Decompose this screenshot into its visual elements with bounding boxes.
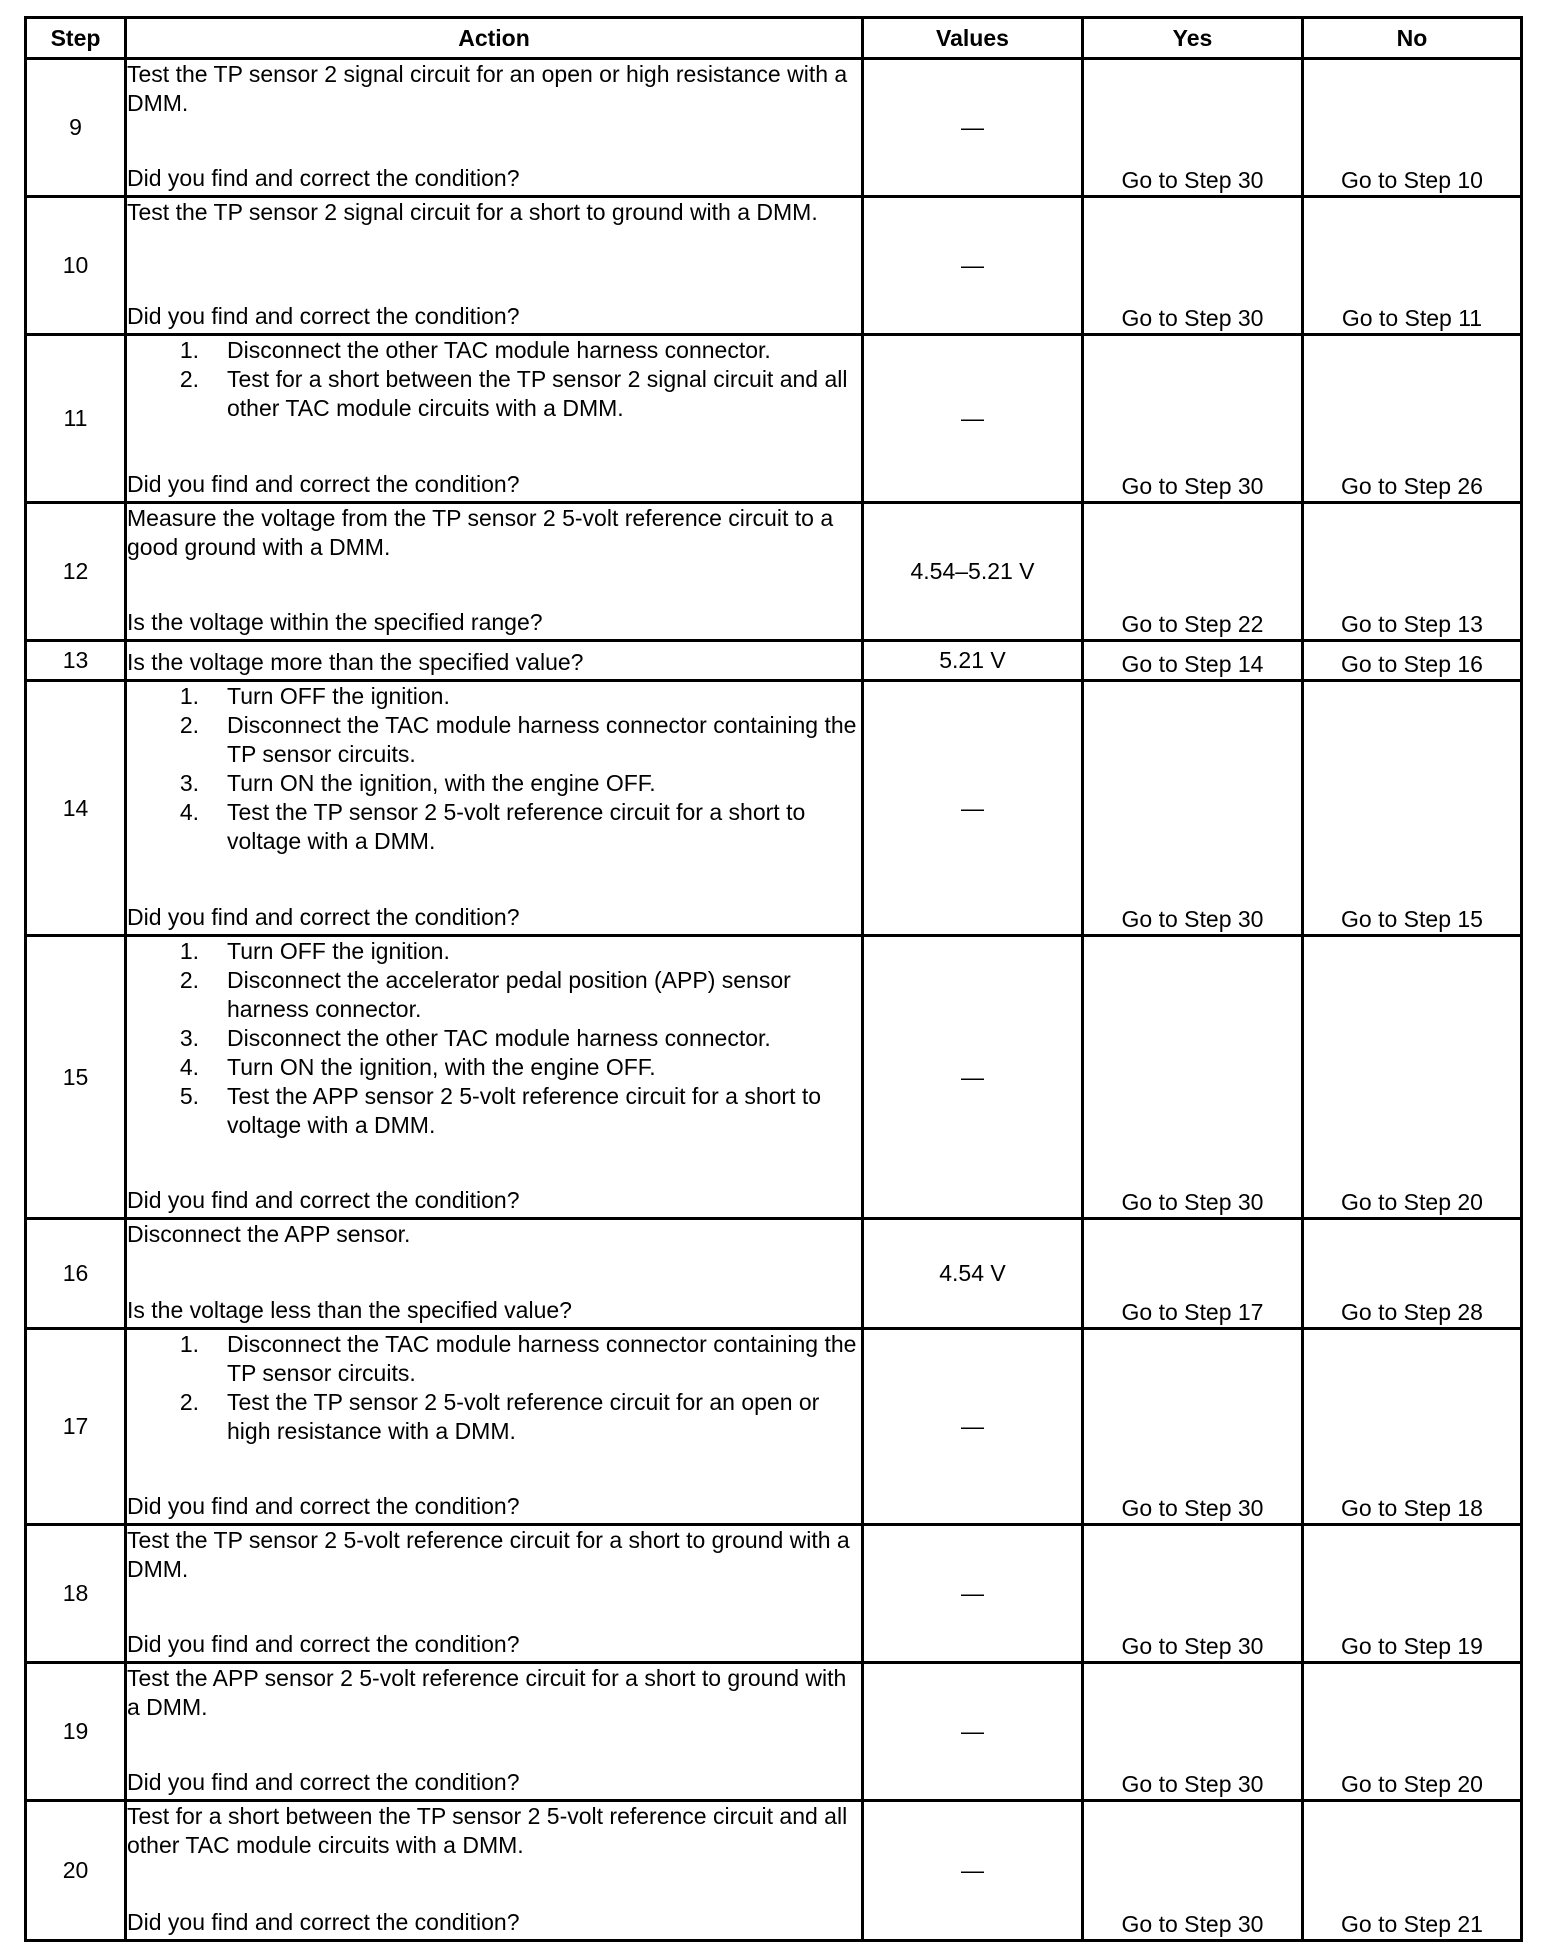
- action-question: Is the voltage less than the specified value?: [127, 1297, 572, 1323]
- action-text: Test the TP sensor 2 5-volt reference circuit for a short to ground with a DMM.: [127, 1527, 850, 1582]
- action-content: [127, 336, 861, 499]
- values-cell: —: [863, 1329, 1083, 1525]
- action-content: [127, 642, 861, 677]
- yes-cell: Go to Step 30: [1083, 59, 1303, 197]
- substep-text: Test the TP sensor 2 5-volt reference circuit for a short to voltage with a DMM.: [227, 799, 806, 854]
- step-number: 18: [26, 1525, 126, 1663]
- action-content: [127, 198, 861, 331]
- step-number: 16: [26, 1219, 126, 1329]
- header-row: [26, 18, 1522, 59]
- step-number: 13: [26, 641, 126, 681]
- yes-cell: Go to Step 30: [1083, 197, 1303, 335]
- yes-cell: Go to Step 17: [1083, 1219, 1303, 1329]
- substep-item: [127, 1388, 861, 1446]
- yes-cell: Go to Step 30: [1083, 335, 1303, 503]
- action-substeps: [127, 1330, 861, 1446]
- substep-number: 1.: [179, 1331, 199, 1357]
- substep-item: [127, 1024, 861, 1053]
- action-instructions: [127, 1330, 861, 1446]
- action-instructions: [127, 198, 861, 227]
- action-instructions: [127, 1220, 861, 1249]
- action-cell: [126, 1663, 863, 1801]
- action-question: Did you find and correct the condition?: [127, 1187, 520, 1213]
- action-question: Did you find and correct the condition?: [127, 1631, 520, 1657]
- action-text: Test for a short between the TP sensor 2 5-volt reference circuit and all other TAC module circuits with a DMM.: [127, 1803, 848, 1858]
- action-content: [127, 60, 861, 193]
- header-action: Action: [126, 18, 863, 59]
- values-cell: 4.54–5.21 V: [863, 503, 1083, 641]
- header-yes: Yes: [1083, 18, 1303, 59]
- values-cell: —: [863, 681, 1083, 936]
- substep-item: [127, 798, 861, 856]
- table-row: [26, 1525, 1522, 1663]
- substep-number: 2.: [179, 366, 199, 392]
- substep-number: 2.: [179, 967, 199, 993]
- action-question: Is the voltage more than the specified value?: [127, 649, 584, 675]
- action-content: [127, 937, 861, 1215]
- action-cell: [126, 936, 863, 1219]
- action-cell: [126, 1219, 863, 1329]
- action-cell: [126, 681, 863, 936]
- action-text: Test the APP sensor 2 5-volt reference circuit for a short to ground with a DMM.: [127, 1665, 847, 1720]
- action-content: [127, 1802, 861, 1937]
- action-substeps: [127, 682, 861, 856]
- substep-item: [127, 682, 861, 711]
- substep-text: Disconnect the other TAC module harness connector.: [227, 1025, 771, 1051]
- action-substeps: [127, 336, 861, 423]
- yes-cell: Go to Step 30: [1083, 936, 1303, 1219]
- substep-item: [127, 1082, 861, 1140]
- substep-number: 1.: [179, 938, 199, 964]
- no-cell: Go to Step 28: [1303, 1219, 1522, 1329]
- values-cell: 4.54 V: [863, 1219, 1083, 1329]
- substep-text: Turn OFF the ignition.: [227, 938, 450, 964]
- action-content: [127, 1220, 861, 1325]
- substep-text: Disconnect the TAC module harness connector containing the TP sensor circuits.: [227, 712, 857, 767]
- no-cell: Go to Step 10: [1303, 59, 1522, 197]
- action-instructions: [127, 504, 861, 562]
- substep-number: 1.: [179, 683, 199, 709]
- action-instructions: [127, 937, 861, 1140]
- action-text: Measure the voltage from the TP sensor 2 5-volt reference circuit to a good ground with a DMM.: [127, 505, 834, 560]
- values-cell: 5.21 V: [863, 641, 1083, 681]
- no-cell: Go to Step 18: [1303, 1329, 1522, 1525]
- action-question: Did you find and correct the condition?: [127, 1493, 520, 1519]
- values-cell: —: [863, 335, 1083, 503]
- substep-item: [127, 937, 861, 966]
- action-cell: [126, 1525, 863, 1663]
- action-question: Did you find and correct the condition?: [127, 165, 520, 191]
- action-question: Is the voltage within the specified range?: [127, 609, 543, 635]
- step-number: 11: [26, 335, 126, 503]
- table-row: [26, 936, 1522, 1219]
- substep-item: [127, 711, 861, 769]
- yes-cell: Go to Step 14: [1083, 641, 1303, 681]
- table-row: [26, 503, 1522, 641]
- substep-number: 2.: [179, 1389, 199, 1415]
- action-question: Did you find and correct the condition?: [127, 471, 520, 497]
- action-cell: [126, 503, 863, 641]
- values-cell: —: [863, 1663, 1083, 1801]
- substep-number: 3.: [179, 1025, 199, 1051]
- substep-text: Disconnect the TAC module harness connector containing the TP sensor circuits.: [227, 1331, 857, 1386]
- substep-text: Test for a short between the TP sensor 2 signal circuit and all other TAC module circuits with a DMM.: [227, 366, 848, 421]
- action-content: [127, 504, 861, 637]
- action-instructions: [127, 336, 861, 423]
- values-cell: —: [863, 1801, 1083, 1941]
- action-text: Test the TP sensor 2 signal circuit for an open or high resistance with a DMM.: [127, 61, 848, 116]
- table-row: [26, 641, 1522, 681]
- no-cell: Go to Step 26: [1303, 335, 1522, 503]
- action-instructions: [127, 1664, 861, 1722]
- no-cell: Go to Step 11: [1303, 197, 1522, 335]
- no-cell: Go to Step 21: [1303, 1801, 1522, 1941]
- yes-cell: Go to Step 30: [1083, 1663, 1303, 1801]
- action-question: Did you find and correct the condition?: [127, 904, 520, 930]
- action-substeps: [127, 937, 861, 1140]
- no-cell: Go to Step 19: [1303, 1525, 1522, 1663]
- table-row: [26, 335, 1522, 503]
- substep-number: 3.: [179, 770, 199, 796]
- yes-cell: Go to Step 30: [1083, 1525, 1303, 1663]
- no-cell: Go to Step 20: [1303, 1663, 1522, 1801]
- action-cell: [126, 641, 863, 681]
- action-question: Did you find and correct the condition?: [127, 303, 520, 329]
- step-number: 12: [26, 503, 126, 641]
- action-content: [127, 1664, 861, 1797]
- substep-item: [127, 769, 861, 798]
- action-cell: [126, 197, 863, 335]
- step-number: 17: [26, 1329, 126, 1525]
- substep-text: Disconnect the other TAC module harness connector.: [227, 337, 771, 363]
- no-cell: Go to Step 15: [1303, 681, 1522, 936]
- action-question: Did you find and correct the condition?: [127, 1909, 520, 1935]
- values-cell: —: [863, 936, 1083, 1219]
- header-step: Step: [26, 18, 126, 59]
- table-row: [26, 1801, 1522, 1941]
- action-instructions: [127, 1802, 861, 1860]
- action-question: Did you find and correct the condition?: [127, 1769, 520, 1795]
- action-content: [127, 1526, 861, 1659]
- header-no: No: [1303, 18, 1522, 59]
- table-row: [26, 1219, 1522, 1329]
- header-values: Values: [863, 18, 1083, 59]
- substep-number: 4.: [179, 799, 199, 825]
- step-number: 20: [26, 1801, 126, 1941]
- action-cell: [126, 1329, 863, 1525]
- action-cell: [126, 59, 863, 197]
- values-cell: —: [863, 59, 1083, 197]
- action-cell: [126, 335, 863, 503]
- no-cell: Go to Step 13: [1303, 503, 1522, 641]
- action-cell: [126, 1801, 863, 1941]
- action-content: [127, 1330, 861, 1521]
- substep-number: 5.: [179, 1083, 199, 1109]
- no-cell: Go to Step 16: [1303, 641, 1522, 681]
- step-number: 10: [26, 197, 126, 335]
- substep-text: Test the APP sensor 2 5-volt reference circuit for a short to voltage with a DMM.: [227, 1083, 822, 1138]
- values-cell: —: [863, 197, 1083, 335]
- substep-number: 2.: [179, 712, 199, 738]
- substep-text: Turn ON the ignition, with the engine OFF.: [227, 1054, 656, 1080]
- values-cell: —: [863, 1525, 1083, 1663]
- substep-number: 4.: [179, 1054, 199, 1080]
- substep-text: Disconnect the accelerator pedal position (APP) sensor harness connector.: [227, 967, 791, 1022]
- substep-item: [127, 1053, 861, 1082]
- yes-cell: Go to Step 30: [1083, 1329, 1303, 1525]
- step-number: 14: [26, 681, 126, 936]
- substep-text: Test the TP sensor 2 5-volt reference circuit for an open or high resistance with a DMM.: [227, 1389, 820, 1444]
- table-row: [26, 681, 1522, 936]
- yes-cell: Go to Step 30: [1083, 1801, 1303, 1941]
- step-number: 19: [26, 1663, 126, 1801]
- diagnostic-table: [24, 16, 1523, 1942]
- substep-item: [127, 1330, 861, 1388]
- substep-text: Turn ON the ignition, with the engine OFF.: [227, 770, 656, 796]
- no-cell: Go to Step 20: [1303, 936, 1522, 1219]
- substep-text: Turn OFF the ignition.: [227, 683, 450, 709]
- yes-cell: Go to Step 22: [1083, 503, 1303, 641]
- substep-item: [127, 365, 861, 423]
- step-number: 9: [26, 59, 126, 197]
- action-text: Disconnect the APP sensor.: [127, 1221, 411, 1247]
- substep-number: 1.: [179, 337, 199, 363]
- action-content: [127, 682, 861, 932]
- step-number: 15: [26, 936, 126, 1219]
- substep-item: [127, 966, 861, 1024]
- action-text: Test the TP sensor 2 signal circuit for a short to ground with a DMM.: [127, 199, 818, 225]
- table-row: [26, 1663, 1522, 1801]
- table-row: [26, 59, 1522, 197]
- table-row: [26, 197, 1522, 335]
- table-body: [26, 59, 1522, 1941]
- substep-item: [127, 336, 861, 365]
- action-instructions: [127, 60, 861, 118]
- yes-cell: Go to Step 30: [1083, 681, 1303, 936]
- action-instructions: [127, 682, 861, 856]
- action-instructions: [127, 1526, 861, 1584]
- table-row: [26, 1329, 1522, 1525]
